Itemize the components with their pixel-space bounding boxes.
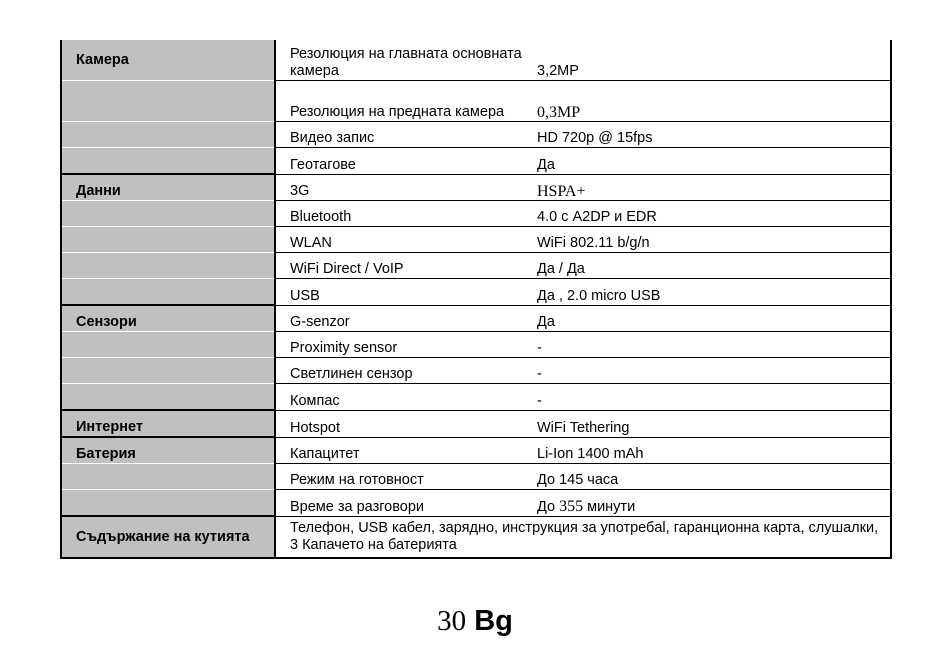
category-cell-empty (61, 81, 275, 122)
table-row (61, 174, 891, 201)
spec-label: USB (275, 279, 523, 306)
spec-value: HD 720p @ 15fps (523, 122, 891, 148)
table-row (61, 332, 891, 358)
category-cell-empty (61, 332, 275, 358)
spec-label: WiFi Direct / VoIP (275, 253, 523, 279)
spec-value: Li-Ion 1400 mAh (523, 437, 891, 464)
spec-label: Капацитет (275, 437, 523, 464)
table-row (61, 253, 891, 279)
box-contents-text: Телефон, USB кабел, зарядно, инструкция за употребal, гаранционна карта, слушалки, 3 Капачето на батерията (275, 516, 891, 558)
spec-label: Геотагове (275, 148, 523, 175)
table-row (61, 516, 891, 558)
spec-value (523, 490, 891, 517)
category-cell-empty (61, 227, 275, 253)
spec-label: Резолюция на предната камера (275, 81, 523, 122)
category-cell-empty (61, 122, 275, 148)
table-row (61, 227, 891, 253)
language-code: Bg (474, 605, 513, 637)
spec-label: WLAN (275, 227, 523, 253)
table-row (61, 358, 891, 384)
table-row (61, 279, 891, 306)
spec-value: HSPA+ (523, 174, 891, 201)
category-sensors: Сензори (61, 305, 275, 332)
category-cell-empty (61, 384, 275, 411)
spec-label: Proximity sensor (275, 332, 523, 358)
spec-value: Да (523, 148, 891, 175)
category-cell-empty (61, 201, 275, 227)
category-data: Данни (61, 174, 275, 201)
category-cell-empty (61, 148, 275, 175)
table-row (61, 81, 891, 122)
spec-label: Bluetooth (275, 201, 523, 227)
spec-value: - (523, 384, 891, 411)
category-camera: Камера (61, 40, 275, 81)
spec-value: Да / Да (523, 253, 891, 279)
spec-label: Компас (275, 384, 523, 411)
spec-value: - (523, 358, 891, 384)
spec-label: Видео запис (275, 122, 523, 148)
talk-time-number: 355 (559, 497, 584, 515)
table-row (61, 305, 891, 332)
category-cell-empty (61, 464, 275, 490)
table-row (61, 122, 891, 148)
talk-time-suffix: минути (583, 498, 636, 515)
spec-value: Да , 2.0 micro USB (523, 279, 891, 306)
table-row (61, 40, 891, 81)
spec-label: Hotspot (275, 410, 523, 437)
spec-table (60, 40, 892, 559)
spec-label: 3G (275, 174, 523, 201)
spec-value: - (523, 332, 891, 358)
category-cell-empty (61, 490, 275, 517)
category-cell-empty (61, 358, 275, 384)
table-row (61, 384, 891, 411)
spec-value: До 145 часа (523, 464, 891, 490)
table-row (61, 410, 891, 437)
spec-value: Да (523, 305, 891, 332)
table-row (61, 464, 891, 490)
spec-label: Резолюция на главната основната камера (275, 40, 523, 81)
spec-value: WiFi 802.11 b/g/n (523, 227, 891, 253)
category-box-contents: Съдържание на кутията (61, 516, 275, 558)
table-row (61, 148, 891, 175)
page-number: 30 (437, 605, 467, 637)
spec-label: Светлинен сензор (275, 358, 523, 384)
spec-value: 4.0 с A2DP и EDR (523, 201, 891, 227)
category-internet: Интернет (61, 410, 275, 437)
page-footer (0, 603, 950, 639)
category-cell-empty (61, 253, 275, 279)
spec-label: Време за разговори (275, 490, 523, 517)
spec-value: WiFi Tethering (523, 410, 891, 437)
table-row (61, 490, 891, 517)
table-row (61, 201, 891, 227)
spec-value: 0,3MP (523, 81, 891, 122)
category-cell-empty (61, 279, 275, 306)
spec-label: G-senzor (275, 305, 523, 332)
category-battery: Батерия (61, 437, 275, 464)
spec-value: 3,2MP (523, 40, 891, 81)
talk-time-prefix: До (537, 498, 560, 515)
table-row (61, 437, 891, 464)
spec-label: Режим на готовност (275, 464, 523, 490)
